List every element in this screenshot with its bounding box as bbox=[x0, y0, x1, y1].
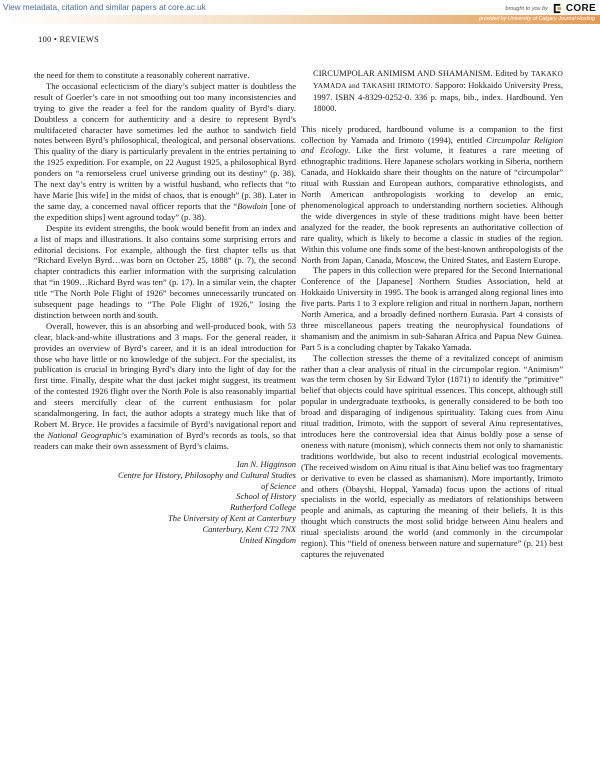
paragraph: Despite its evident strengths, the book would benefit from an index and a list of maps and illustrations. It also contains some surprising errors and editorial decisions. For example, although the first chapter tells us that “Richard Evelyn Byrd…was born on October 25, 1888” (p. 7), the second chapter contradicts this earlier information with the surprising calculation that “in 1909…Richard Byrd was ten” (p. 17). In a similar vein, the chapter title “The North Pole Flight of 1926” becomes unnecessarily truncated on subsequent page headings to “The Pole Flight of 1926,” losing the distinction between north and south. bbox=[34, 222, 296, 320]
book-title: CIRCUMPOLAR ANIMISM AND SHAMANISM. bbox=[313, 68, 493, 78]
paragraph: The papers in this collection were prepared for the Second International Conference of the [Japanese] Northern Studies Association, held at Hokkaido University in 1995. The book is arranged along regional lines into five parts. Parts 1 to 3 explore religion and ritual in northern Japan, northern North America, and a broadly defined northern Eurasia. Part 4 consists of three miscellaneous papers treating the neurophysical foundations of shamanism and the animism in sub-Saharan Africa and Papua New Guinea. Part 5 is a concluding chapter by Takako Yamada. bbox=[301, 265, 563, 352]
right-column bbox=[301, 68, 563, 560]
paragraph: the need for them to constitute a reasonably coherent narrative. bbox=[34, 70, 250, 80]
core-metadata-link[interactable]: View metadata, citation and similar papers at core.ac.uk bbox=[3, 3, 206, 12]
reviewer-affiliation: Rutherford College bbox=[230, 502, 296, 513]
paragraph: This nicely produced, hardbound volume is a companion to the first collection by Yamada and Irimoto (1994), entitled Circumpolar Religion and Ecology. Like the first volume, it features a rare meeting of ethnographic traditions. Here Japanese scholars working in Siberia, northern Canada, and Hokkaido share their thoughts on the nature of “circumpolar” ritual with Russian and European authors, comparative ethnologists, and North American anthropologists working to develop an emic, phenomenological approach to understanding northern societies. Although the wide divergences in style of these traditions might have been better analyzed for the reader, the book represents an authoritative collection of rare quality, which is likely to become a classic in studies of the region. Within this volume one finds some of the best-known anthropologists of the North from Japan, Canada, Moscow, the United States, and Eastern Europe. bbox=[301, 123, 563, 265]
book-editors: TAKAKO YAMADA and TAKASHI IRIMOTO. bbox=[313, 69, 563, 90]
reviewer-address: Canterbury, Kent CT2 7NX bbox=[202, 524, 296, 535]
book-details: Sapporo: Hokkaido University Press, 1997. ISBN 4-8329-0252-0. 336 p. maps, bib., index. Hardbound. Yen 18000. bbox=[313, 79, 563, 113]
paragraph: Overall, however, this is an absorbing and well-produced book, with 53 clear, black-and-white illustrations and 3 maps. For the general reader, it provides an overview of Byrd’s career, and it is an ideal introduction for those who have little or no knowledge of the subject. For the specialist, its publication is crucial in bringing Byrd’s diary into the light of day for the first time. Finally, despite what the dust jacket might suggest, its treatment of the contested 1926 flight over the North Pole is also reasonably impartial and steers mercifully clear of the current enthusiasm for polar scandalmongering. In fact, the author adopts a strategy much like that of Robert M. Bryce. He provides a facsimile of Byrd’s navigational report and the National Geographic’s examination of Byrd’s records as tools, so that readers can make their own assessment of Byrd’s claims. bbox=[34, 320, 296, 451]
page-number: 100 bbox=[38, 34, 52, 44]
page-running-head bbox=[38, 34, 99, 44]
reviewer-name: Ian N. Higginson bbox=[236, 458, 296, 469]
left-column bbox=[34, 70, 296, 546]
section-title: REVIEWS bbox=[59, 34, 100, 44]
core-branding[interactable] bbox=[505, 2, 596, 15]
paragraph: The occasional eclecticism of the diary’s subject matter is doubtless the result of Goerler’s care in not smoothing out too many inconsistencies and trying to give the reader a feel for the random quality of Byrd’s diary. Doubtless a concern for authenticity and a desire to represent Byrd’s multifaceted character have sometimes led the author to sandwich field notes between Byrd’s philosophical, theological, and personal observations. This quality of the diary is particularly prevalent in the entries pertaining to the 1925 expedition. For example, on 22 August 1925, a philosophical Byrd ponders on “a remorseless cruel universe grinding out its destiny” (p. 38). The next day’s entry is written by a wistful husband, who reflects that “to have Marie [his wife] in the midst of chaos, that is enough” (p. 38). Later in the same day, a concerned naval officer reports that the “Bowdoin [one of the expedition ships] went aground today” (p. 38). bbox=[34, 80, 296, 222]
review-citation: CIRCUMPOLAR ANIMISM AND SHAMANISM. Edited by TAKAKO YAMADA and TAKASHI IRIMOTO. Sapporo: Hokkaido University Press, 1997. ISBN 4-8329-0252-0. 336 p. maps, bib., index. Hardbound. Yen 18000. bbox=[313, 68, 563, 113]
reviewer-affiliation: School of History bbox=[236, 491, 296, 502]
provided-by-label[interactable]: provided by University of Calgary Journal Hosting bbox=[479, 16, 595, 22]
reviewer-affiliation: Centre for History, Philosophy and Cultural Studies bbox=[118, 469, 296, 480]
reviewer-signature bbox=[34, 459, 296, 546]
core-logo-text: CORE bbox=[565, 3, 596, 14]
paragraph: The collection stresses the theme of a revitalized concept of animism rather than a clear analysis of ritual in the circumpolar region. “Animism” was the term chosen by Sir Edward Tylor (1871) to identify the “primitive” belief that objects could have spiritual essences. This concept, although still popular in undergraduate textbooks, is generally considered to be both too broad and disparaging of indigenous spirituality. Taking cues from Ainu ritual tradition, Irimoto, with the support of several Ainu representatives, introduces here the controversial idea that Ainus boldly pose a sense of oneness with nature (monism), which connects them not only to shamanistic traditions worldwide, but also to recent industrial ecological movements. (The received wisdom on Ainu ritual is that Ainu belief was too fragmentary or derivative to even be classed as shamanism). More importantly, Irimoto and others (Obayshi, Hoppal, Yamada) focus upon the actions of ritual specialists in the world, especially as mediators of relationships between people and animals, as capturing the meaning of their beliefs. It is this thought which constructs the most solid bridge between Ainu healers and ritual specialists around the world (and commonly in the circumpolar region). This “field of oneness between nature and supernature” (p. 21) best captures the rejuvenated bbox=[301, 352, 563, 559]
reviewer-affiliation: of Science bbox=[261, 480, 296, 491]
reviewer-affiliation: The University of Kent at Canterbury bbox=[168, 513, 296, 524]
brought-to-you-label: brought to you by bbox=[505, 5, 548, 12]
core-logo-icon bbox=[551, 2, 564, 15]
header-bullet: • bbox=[53, 34, 58, 44]
reviewer-country: United Kingdom bbox=[239, 535, 296, 546]
